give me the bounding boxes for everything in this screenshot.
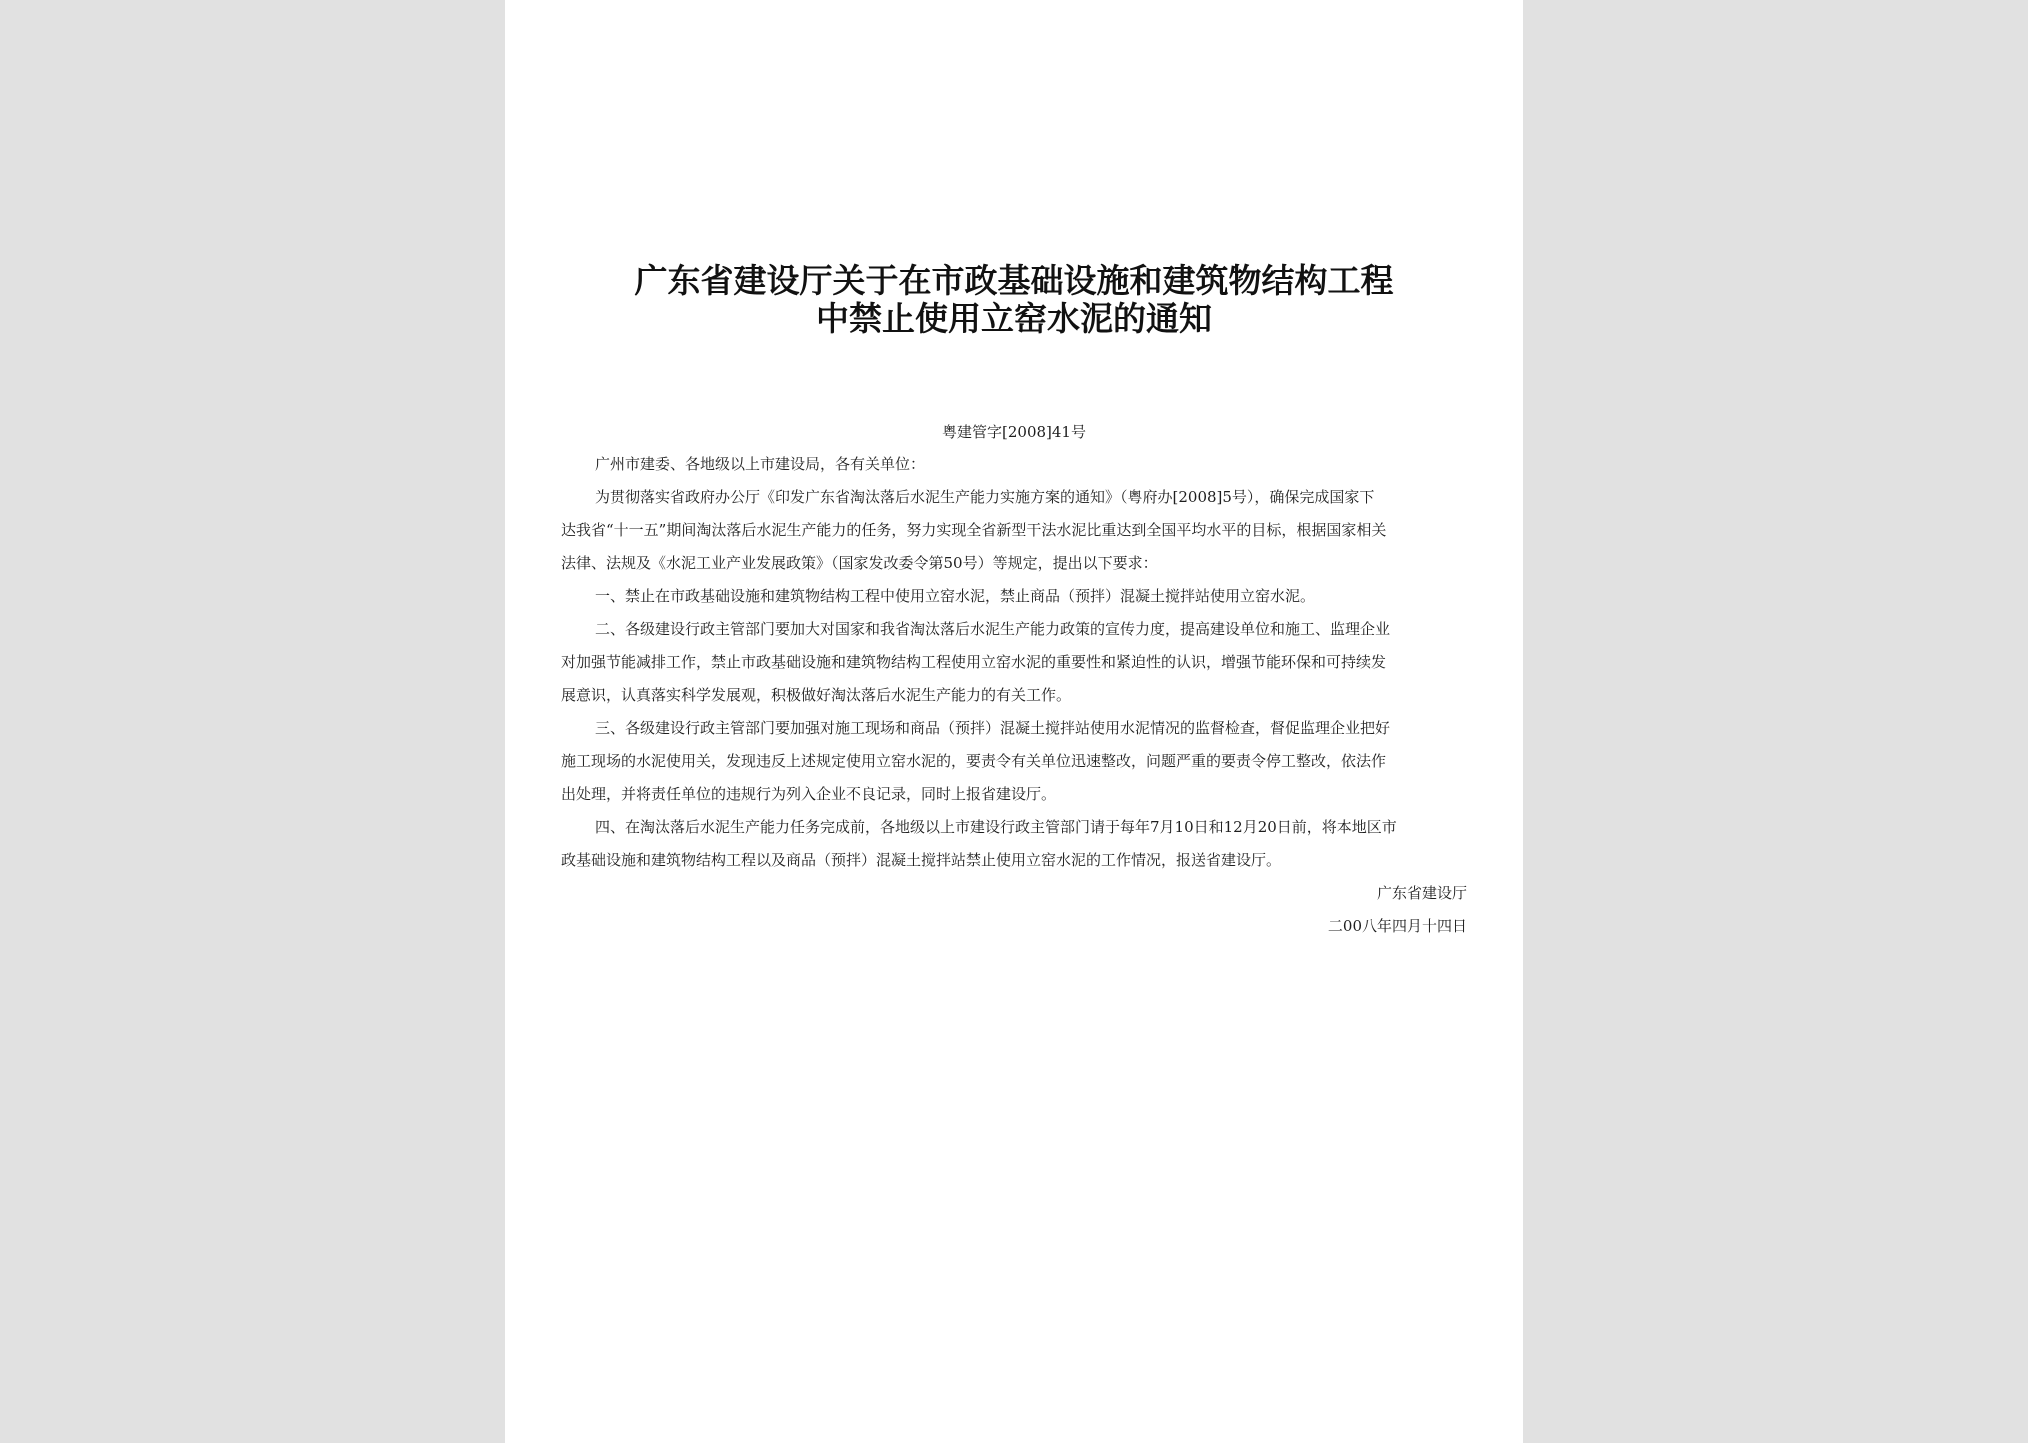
paragraph-line: 展意识，认真落实科学发展观，积极做好淘汰落后水泥生产能力的有关工作。	[561, 686, 1072, 704]
paragraph-line: 二、各级建设行政主管部门要加大对国家和我省淘汰落后水泥生产能力政策的宣传力度，提高建设单位和施工、监理企业	[595, 620, 1391, 638]
paragraph-item-1	[561, 580, 1471, 613]
paragraph-item-2	[561, 613, 1471, 712]
paragraph-line: 一、禁止在市政基础设施和建筑物结构工程中使用立窑水泥，禁止商品（预拌）混凝土搅拌站使用立窑水泥。	[595, 587, 1316, 605]
paragraph-line: 为贯彻落实省政府办公厅《印发广东省淘汰落后水泥生产能力实施方案的通知》（粤府办[2008]5号），确保完成国家下	[595, 488, 1375, 506]
paragraph-item-3	[561, 712, 1471, 811]
issuer-name: 广东省建设厅	[1376, 884, 1467, 902]
paragraph-line: 三、各级建设行政主管部门要加强对施工现场和商品（预拌）混凝土搅拌站使用水泥情况的监督检查，督促监理企业把好	[595, 719, 1391, 737]
title-line: 广东省建设厅关于在市政基础设施和建筑物结构工程	[634, 261, 1394, 300]
document-title	[505, 262, 1523, 338]
paragraph-item-4	[561, 811, 1471, 877]
paragraph-line: 四、在淘汰落后水泥生产能力任务完成前，各地级以上市建设行政主管部门请于每年7月10日和12月20日前，将本地区市	[595, 818, 1397, 836]
salutation-text: 广州市建委、各地级以上市建设局，各有关单位：	[595, 455, 926, 473]
issue-date: 二00八年四月十四日	[1327, 917, 1467, 935]
title-line: 中禁止使用立窑水泥的通知	[816, 299, 1212, 338]
paragraph-line: 政基础设施和建筑物结构工程以及商品（预拌）混凝土搅拌站禁止使用立窑水泥的工作情况，报送省建设厅。	[561, 851, 1282, 869]
paragraph-line: 施工现场的水泥使用关，发现违反上述规定使用立窑水泥的，要责令有关单位迅速整改，问题严重的要责令停工整改，依法作	[561, 752, 1387, 770]
signature-block	[1328, 877, 1467, 943]
paragraph-line: 达我省“十一五”期间淘汰落后水泥生产能力的任务，努力实现全省新型干法水泥比重达到全国平均水平的目标，根据国家相关	[561, 521, 1387, 539]
paragraph-line: 对加强节能减排工作，禁止市政基础设施和建筑物结构工程使用立窑水泥的重要性和紧迫性的认识，增强节能环保和可持续发	[561, 653, 1387, 671]
paragraph-line: 法律、法规及《水泥工业产业发展政策》（国家发改委令第50号）等规定，提出以下要求：	[561, 554, 1158, 572]
document-number: 粤建管字[2008]41号	[942, 423, 1086, 441]
paragraph-intro	[561, 481, 1471, 580]
salutation	[561, 448, 1471, 481]
paragraph-line: 出处理，并将责任单位的违规行为列入企业不良记录，同时上报省建设厅。	[561, 785, 1057, 803]
document-page	[505, 0, 1523, 1443]
